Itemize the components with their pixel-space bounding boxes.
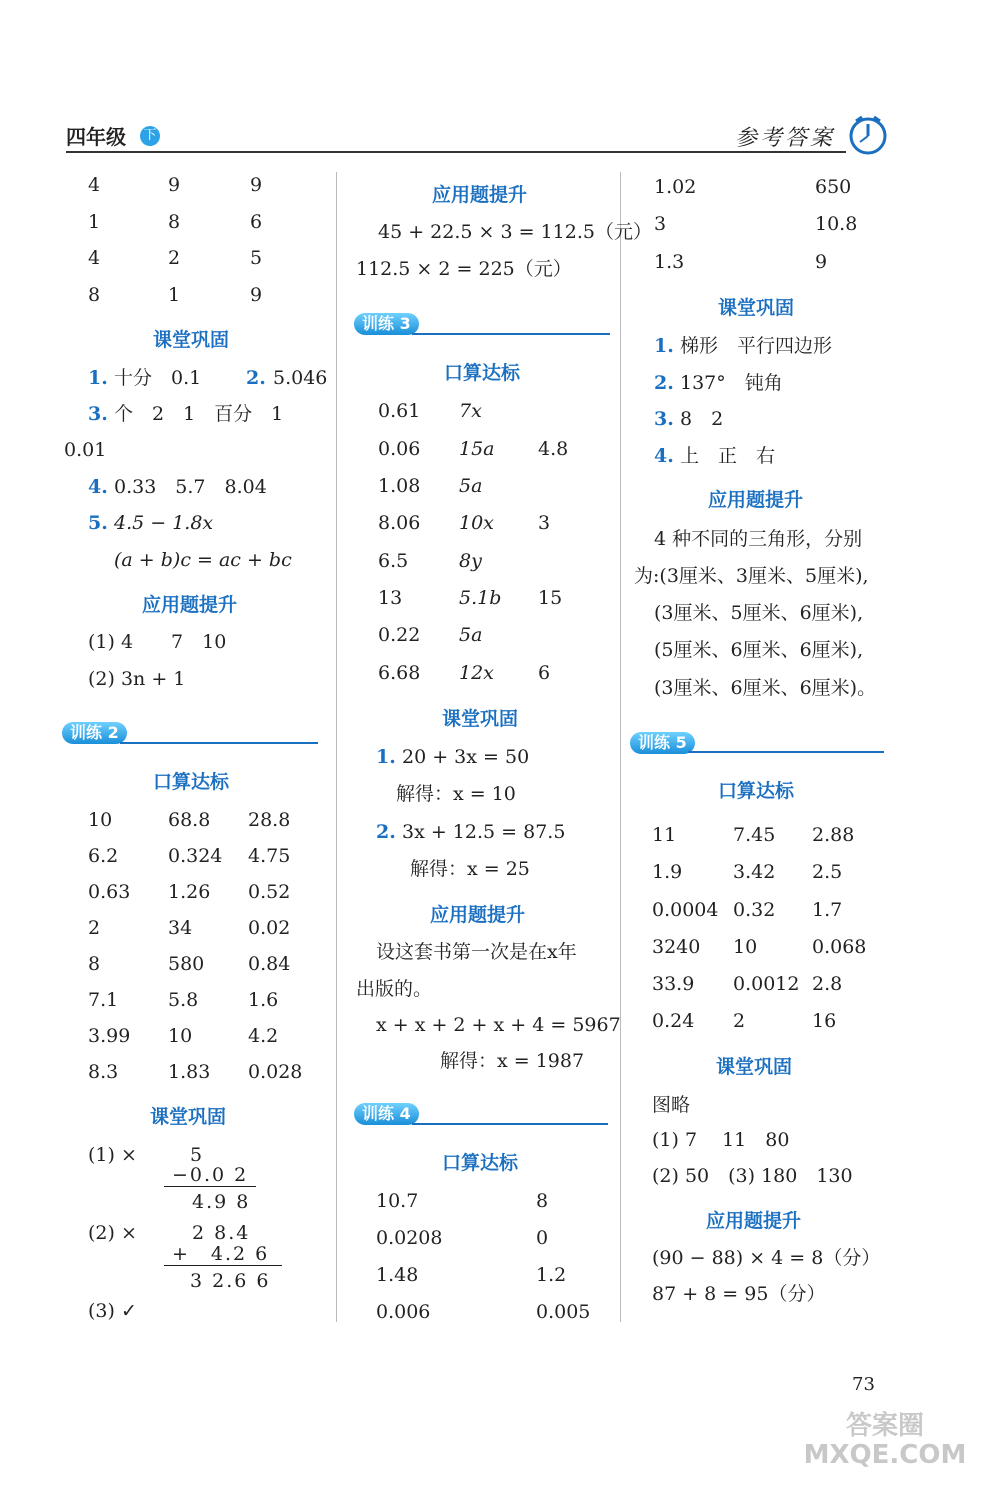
grid-cell: 0.63: [88, 881, 131, 903]
grid-cell: 1.83: [168, 1061, 211, 1083]
grid-cell: 8.06: [378, 512, 421, 534]
grid-cell: 11: [652, 824, 677, 846]
grid-cell: 1: [88, 211, 101, 233]
header-rule: [66, 151, 846, 153]
grid-cell: 0.24: [652, 1010, 695, 1032]
grid-cell: 34: [168, 917, 193, 939]
answer-text: 112.5 × 2 = 225（元）: [356, 258, 572, 280]
grid-cell: 10: [733, 936, 758, 958]
grid-cell: 15a: [459, 438, 495, 460]
page-header: [0, 0, 1000, 160]
training-rule: [412, 1123, 608, 1125]
grid-cell: 9: [815, 251, 828, 273]
grid-cell: 0.0208: [376, 1227, 443, 1249]
grid-cell: 4: [88, 247, 101, 269]
column-divider: [620, 172, 621, 1322]
answer-text: 0.01: [64, 439, 107, 461]
grid-cell: 13: [378, 587, 403, 609]
grid-cell: 0.61: [378, 400, 421, 422]
grid-cell: 2: [733, 1010, 746, 1032]
section-heading: 应用题提升: [430, 904, 526, 926]
answer-text: (90 − 88) × 4 = 8（分）: [652, 1247, 881, 1269]
grid-cell: 5a: [459, 475, 483, 497]
grid-cell: 10.8: [815, 213, 858, 235]
grid-cell: 10: [168, 1025, 193, 1047]
section-heading: 口算达标: [153, 771, 230, 793]
grid-cell: 0.006: [376, 1301, 431, 1323]
answer-text: (3厘米、6厘米、6厘米)。: [654, 677, 877, 699]
answer-text: (2) 3n + 1: [88, 668, 186, 690]
answer-text: (3) ✓: [88, 1300, 137, 1322]
grid-cell: 0.22: [378, 624, 421, 646]
grid-cell: 16: [812, 1010, 837, 1032]
section-heading: 应用题提升: [142, 594, 238, 616]
grid-cell: 3.99: [88, 1025, 131, 1047]
training-rule: [120, 742, 318, 744]
answer-text: (1) 7 11 80: [652, 1129, 790, 1151]
training-badge: 训练 5: [630, 732, 695, 754]
grid-cell: 3.42: [733, 861, 776, 883]
grid-cell: 0.324: [168, 845, 223, 867]
watermark: 答案圈 MXQE.COM: [803, 1411, 967, 1470]
grid-cell: 10x: [459, 512, 494, 534]
grid-cell: 3240: [652, 936, 701, 958]
grid-cell: 580: [168, 953, 205, 975]
grid-cell: 3: [654, 213, 667, 235]
answer-text: 4 种不同的三角形，分别: [654, 528, 863, 550]
question-number: 3.: [654, 408, 674, 430]
grid-cell: 9: [250, 174, 263, 196]
grid-cell: 6.2: [88, 845, 119, 867]
grid-cell: 0.0012: [733, 973, 800, 995]
grid-cell: 2: [88, 917, 101, 939]
answer-text: 解得：x = 10: [396, 783, 516, 805]
grid-cell: 3: [538, 512, 551, 534]
grid-cell: 8y: [459, 550, 482, 572]
training-badge: 训练 4: [354, 1103, 419, 1125]
training-badge: 训练 3: [354, 313, 419, 335]
section-heading: 课堂巩固: [718, 297, 795, 319]
section-heading: 应用题提升: [708, 489, 804, 511]
answer-text: 出版的。: [356, 978, 433, 1000]
question-number: 1.: [654, 335, 674, 357]
grid-cell: 650: [815, 176, 852, 198]
section-heading: 课堂巩固: [442, 708, 519, 730]
sum-line: [164, 1265, 282, 1266]
grid-cell: 6: [250, 211, 263, 233]
grid-cell: 1.3: [654, 251, 685, 273]
answer-text: 3x + 12.5 = 87.5: [402, 821, 566, 843]
answer-text: 上 正 右: [680, 445, 776, 467]
grade-label: 四年级: [66, 125, 126, 149]
answer-text: 5.046: [273, 367, 328, 389]
column-divider: [336, 172, 337, 1322]
grid-cell: 1.26: [168, 881, 211, 903]
item-label: (1) ×: [88, 1144, 137, 1166]
grid-cell: 1.08: [378, 475, 421, 497]
grid-cell: 0.02: [248, 917, 291, 939]
grid-cell: 8: [168, 211, 181, 233]
grid-cell: 4: [88, 174, 101, 196]
grid-cell: 6.68: [378, 662, 421, 684]
answer-formula: (a + b)c = ac + bc: [114, 549, 292, 571]
vertical-row: −0.0 2: [172, 1164, 249, 1186]
grid-cell: 9: [168, 174, 181, 196]
grid-cell: 6.5: [378, 550, 409, 572]
vertical-row: + 4.2 6: [172, 1243, 270, 1265]
grid-cell: 5.1b: [459, 587, 502, 609]
grid-cell: 5: [250, 247, 263, 269]
grid-cell: 68.8: [168, 809, 211, 831]
grid-cell: 2.5: [812, 861, 843, 883]
answer-text: 45 + 22.5 × 3 = 112.5（元）: [378, 221, 652, 243]
grid-cell: 0.028: [248, 1061, 303, 1083]
grid-cell: 1.9: [652, 861, 683, 883]
grid-cell: 28.8: [248, 809, 291, 831]
grid-cell: 2: [168, 247, 181, 269]
vertical-row: 5: [190, 1144, 203, 1166]
answer-text: 20 + 3x = 50: [402, 746, 530, 768]
grid-cell: 4.8: [538, 438, 569, 460]
section-heading: 应用题提升: [432, 184, 528, 206]
question-number: 2.: [376, 821, 396, 843]
clock-icon: [846, 112, 890, 156]
grid-cell: 8.3: [88, 1061, 119, 1083]
answer-text: 0.33 5.7 8.04: [114, 476, 267, 498]
grid-cell: 5.8: [168, 989, 199, 1011]
question-number: 4.: [88, 476, 108, 498]
section-heading: 课堂巩固: [150, 1106, 227, 1128]
answer-text: 个 2 1 百分 1: [114, 403, 284, 425]
grid-cell: 1.02: [654, 176, 697, 198]
grid-cell: 0.0004: [652, 899, 719, 921]
grid-cell: 1.7: [812, 899, 843, 921]
question-number: 2.: [246, 367, 266, 389]
question-number: 5.: [88, 512, 108, 534]
answer-text: (2) 50 (3) 180 130: [652, 1165, 853, 1187]
answer-text: (1) 4 7 10: [88, 631, 227, 653]
grid-cell: 1.2: [536, 1264, 567, 1286]
answer-text: 87 + 8 = 95（分）: [652, 1283, 826, 1305]
grid-cell: 4.2: [248, 1025, 279, 1047]
grid-cell: 8: [536, 1190, 549, 1212]
grid-cell: 4.75: [248, 845, 291, 867]
grid-cell: 15: [538, 587, 563, 609]
grid-cell: 0.32: [733, 899, 776, 921]
answer-text: x + x + 2 + x + 4 = 5967: [376, 1014, 621, 1036]
section-heading: 口算达标: [718, 780, 795, 802]
grid-cell: 7.45: [733, 824, 776, 846]
grid-cell: 0: [536, 1227, 549, 1249]
page-number: 73: [852, 1374, 875, 1395]
section-heading: 口算达标: [444, 362, 521, 384]
answer-text: (5厘米、6厘米、6厘米),: [654, 639, 864, 661]
grid-cell: 1.6: [248, 989, 279, 1011]
grid-cell: 12x: [459, 662, 494, 684]
grid-cell: 0.06: [378, 438, 421, 460]
answer-text: 梯形 平行四边形: [680, 335, 833, 357]
grid-cell: 10.7: [376, 1190, 419, 1212]
grid-cell: 7x: [459, 400, 482, 422]
grid-cell: 0.52: [248, 881, 291, 903]
grid-cell: 1.48: [376, 1264, 419, 1286]
grid-cell: 33.9: [652, 973, 695, 995]
sum-line: [164, 1186, 256, 1187]
answer-text: (3厘米、5厘米、6厘米),: [654, 602, 864, 624]
grid-cell: 8: [88, 284, 101, 306]
training-rule: [688, 751, 884, 753]
term-badge: 下: [140, 126, 160, 146]
answer-title: 参考答案: [735, 126, 836, 151]
item-label: (2) ×: [88, 1222, 137, 1244]
section-heading: 口算达标: [442, 1152, 519, 1174]
grid-cell: 8: [88, 953, 101, 975]
answer-text: 解得：x = 1987: [440, 1050, 585, 1072]
answer-text: 4.5 − 1.8x: [114, 512, 214, 534]
vertical-row: 2 8.4: [192, 1222, 251, 1244]
answer-text: 图略: [652, 1094, 691, 1116]
training-badge: 训练 2: [62, 722, 127, 744]
vertical-row: 3 2.6 6: [190, 1270, 271, 1292]
section-heading: 课堂巩固: [153, 329, 230, 351]
question-number: 2.: [654, 372, 674, 394]
grid-cell: 6: [538, 662, 551, 684]
answer-text: 十分 0.1: [114, 367, 202, 389]
vertical-row: 4.9 8: [192, 1191, 251, 1213]
grid-cell: 2.8: [812, 973, 843, 995]
question-number: 4.: [654, 445, 674, 467]
grid-cell: 9: [250, 284, 263, 306]
grid-cell: 5a: [459, 624, 483, 646]
section-heading: 课堂巩固: [716, 1056, 793, 1078]
answer-text: 设这套书第一次是在x年: [376, 941, 577, 963]
grid-cell: 1: [168, 284, 181, 306]
grid-cell: 2.88: [812, 824, 855, 846]
grid-cell: 0.005: [536, 1301, 591, 1323]
grid-cell: 0.84: [248, 953, 291, 975]
answer-text: 137° 钝角: [680, 372, 783, 394]
question-number: 1.: [88, 367, 108, 389]
answer-text: 为:(3厘米、3厘米、5厘米),: [634, 565, 869, 587]
question-number: 3.: [88, 403, 108, 425]
answer-text: 解得：x = 25: [410, 858, 530, 880]
grid-cell: 10: [88, 809, 113, 831]
grid-cell: 7.1: [88, 989, 119, 1011]
question-number: 1.: [376, 746, 396, 768]
grid-cell: 0.068: [812, 936, 867, 958]
answer-text: 8 2: [680, 408, 724, 430]
training-rule: [412, 333, 610, 335]
section-heading: 应用题提升: [706, 1210, 802, 1232]
